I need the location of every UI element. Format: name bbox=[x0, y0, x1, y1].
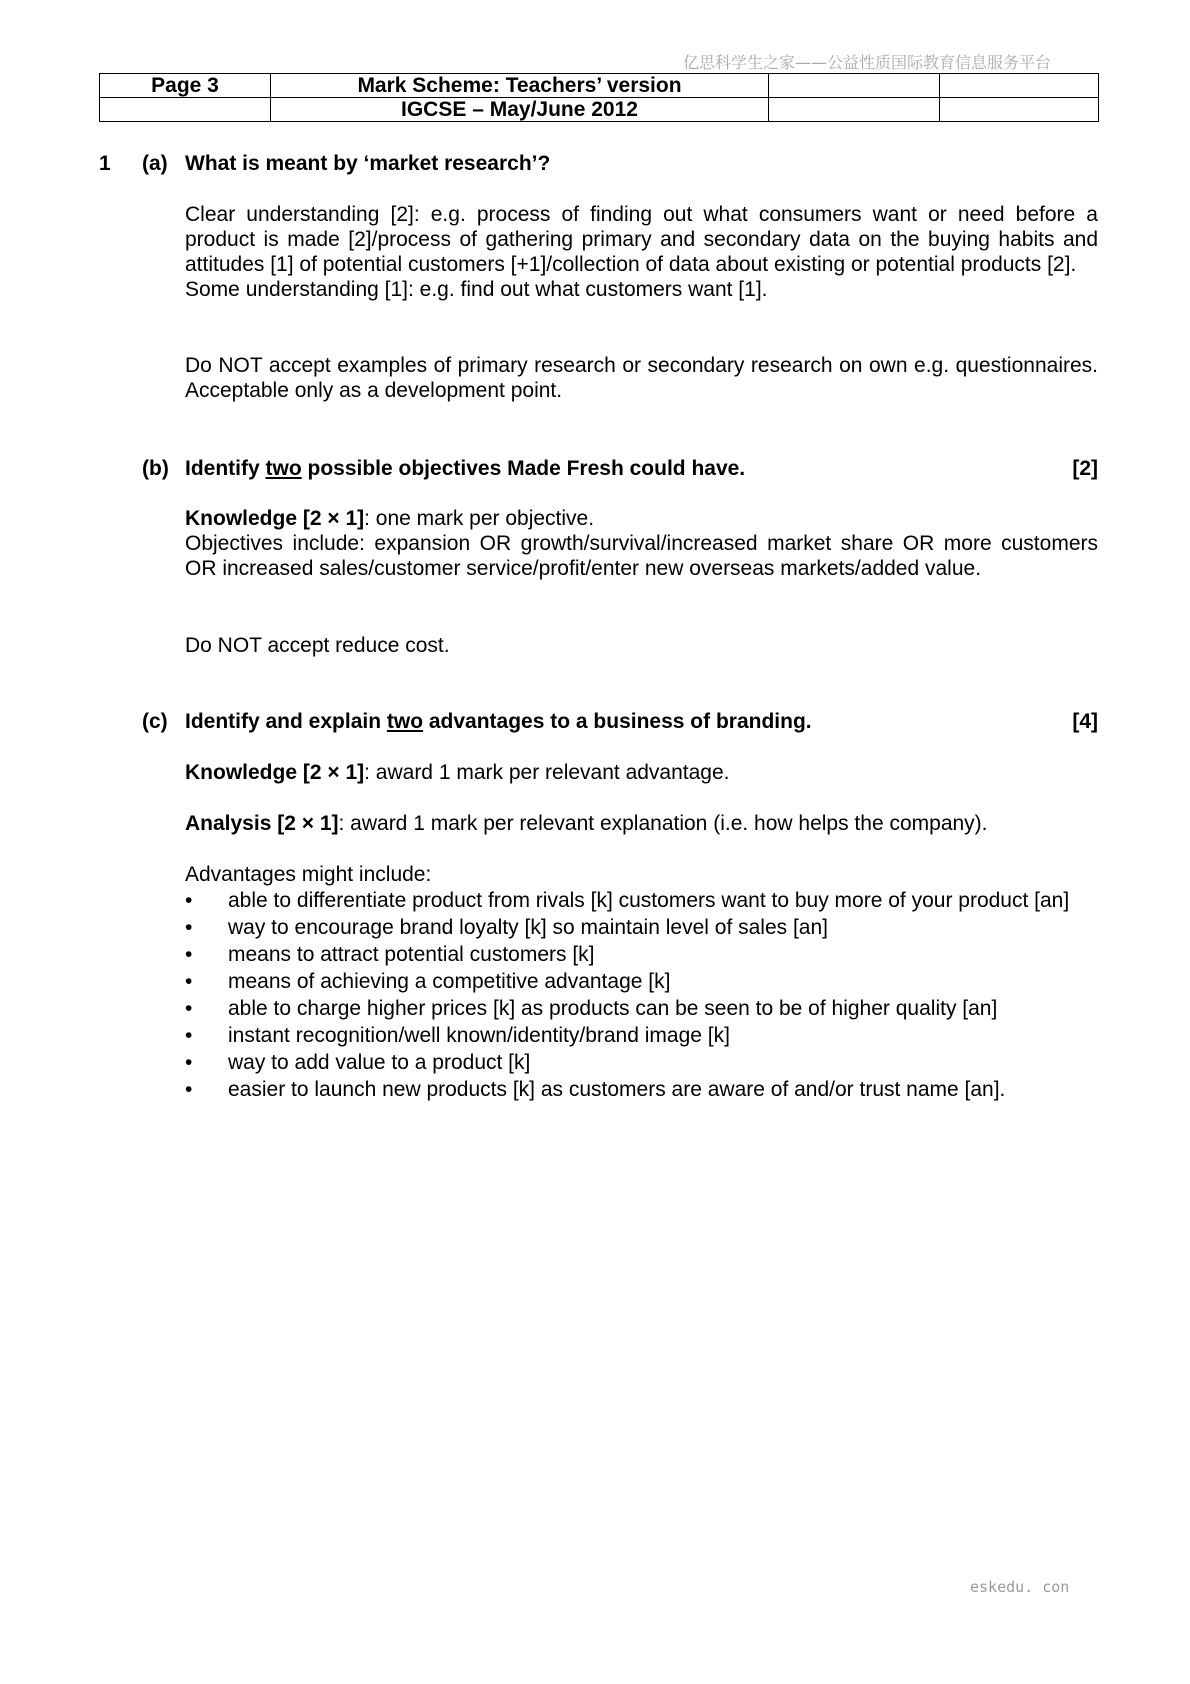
header-title: Mark Scheme: Teachers’ version bbox=[271, 74, 769, 98]
part-b-note bbox=[185, 633, 1098, 658]
part-b-objectives: Objectives include: expansion OR growth/survival/increased market share OR more customers OR increased sales/customer service/profit/enter new overseas markets/added value. bbox=[185, 532, 1098, 580]
list-item: • way to encourage brand loyalty [k] so maintain level of sales [an] bbox=[185, 915, 1098, 940]
part-c-knowledge bbox=[185, 760, 1098, 785]
part-b-knowledge bbox=[185, 506, 1098, 531]
part-b-label: (b) bbox=[142, 457, 169, 480]
part-c-intro: Advantages might include: bbox=[185, 863, 432, 886]
header-empty-cell bbox=[940, 74, 1099, 98]
part-a-question: What is meant by ‘market research’? bbox=[185, 152, 551, 175]
part-a-some-understanding: Some understanding [1]: e.g. find out what customers want [1]. bbox=[185, 278, 768, 301]
part-c-advantages-list bbox=[185, 888, 1098, 1104]
part-c-analysis-label: Analysis [2 × 1] bbox=[185, 812, 339, 835]
header-exam: IGCSE – May/June 2012 bbox=[271, 98, 769, 122]
part-b-do-not-accept: Do NOT accept reduce cost. bbox=[185, 634, 450, 657]
list-item: • means of achieving a competitive advantage [k] bbox=[185, 969, 1098, 994]
part-c-question-pre: Identify and explain bbox=[185, 710, 387, 733]
header-empty-cell bbox=[769, 74, 940, 98]
list-item: • able to differentiate product from rivals [k] customers want to buy more of your product [an] bbox=[185, 888, 1098, 913]
list-item: • means to attract potential customers [k] bbox=[185, 942, 1098, 967]
part-b-question-underlined: two bbox=[265, 457, 302, 480]
header-empty-cell bbox=[769, 98, 940, 122]
part-b-question-pre: Identify bbox=[185, 457, 266, 480]
part-b-question-post: possible objectives Made Fresh could have. bbox=[301, 457, 746, 480]
header-page: Page 3 bbox=[100, 74, 271, 98]
part-a-note bbox=[185, 353, 1098, 403]
part-b-knowledge-label: Knowledge [2 × 1] bbox=[185, 507, 365, 530]
header-empty-cell bbox=[940, 98, 1099, 122]
list-item: • easier to launch new products [k] as customers are aware of and/or trust name [an]. bbox=[185, 1077, 1098, 1102]
header-empty-cell bbox=[100, 98, 271, 122]
part-a-do-not-accept: Do NOT accept examples of primary research or secondary research on own e.g. questionnaires. Acceptable only as a development point. bbox=[185, 354, 1098, 402]
part-c-analysis bbox=[185, 811, 1098, 836]
part-b-answer bbox=[185, 506, 1098, 581]
part-c-question-post: advantages to a business of branding. bbox=[423, 710, 812, 733]
part-b-marks: [2] bbox=[1072, 457, 1098, 480]
part-c-knowledge-text: : award 1 mark per relevant advantage. bbox=[364, 761, 730, 784]
watermark-bottom: eskedu. con bbox=[970, 1578, 1070, 1596]
part-c-question bbox=[185, 709, 1098, 734]
part-b-question bbox=[185, 456, 1098, 481]
header-table bbox=[99, 73, 1099, 122]
part-c-label: (c) bbox=[142, 710, 168, 733]
list-item: • way to add value to a product [k] bbox=[185, 1050, 1098, 1075]
list-item: • instant recognition/well known/identity/brand image [k] bbox=[185, 1023, 1098, 1048]
part-c-marks: [4] bbox=[1072, 710, 1098, 733]
list-item: • able to charge higher prices [k] as products can be seen to be of higher quality [an] bbox=[185, 996, 1098, 1021]
part-a-answer bbox=[185, 202, 1098, 302]
part-a-clear-understanding: Clear understanding [2]: e.g. process of finding out what consumers want or need before a product is made [2]/process of gathering primary and secondary data on the buying habits and attitudes [1] of potential customers [+1]/collection of data about existing or potential products [2]. bbox=[185, 203, 1098, 276]
question-number: 1 bbox=[99, 152, 111, 175]
part-c-knowledge-label: Knowledge [2 × 1] bbox=[185, 761, 365, 784]
part-a-label: (a) bbox=[142, 152, 168, 175]
watermark-top: 亿思科学生之家——公益性质国际教育信息服务平台 bbox=[683, 53, 1052, 72]
part-c-question-underlined: two bbox=[386, 710, 424, 733]
part-b-knowledge-text: : one mark per objective. bbox=[364, 507, 595, 530]
part-c-analysis-text: : award 1 mark per relevant explanation (i.e. how helps the company). bbox=[338, 812, 988, 835]
